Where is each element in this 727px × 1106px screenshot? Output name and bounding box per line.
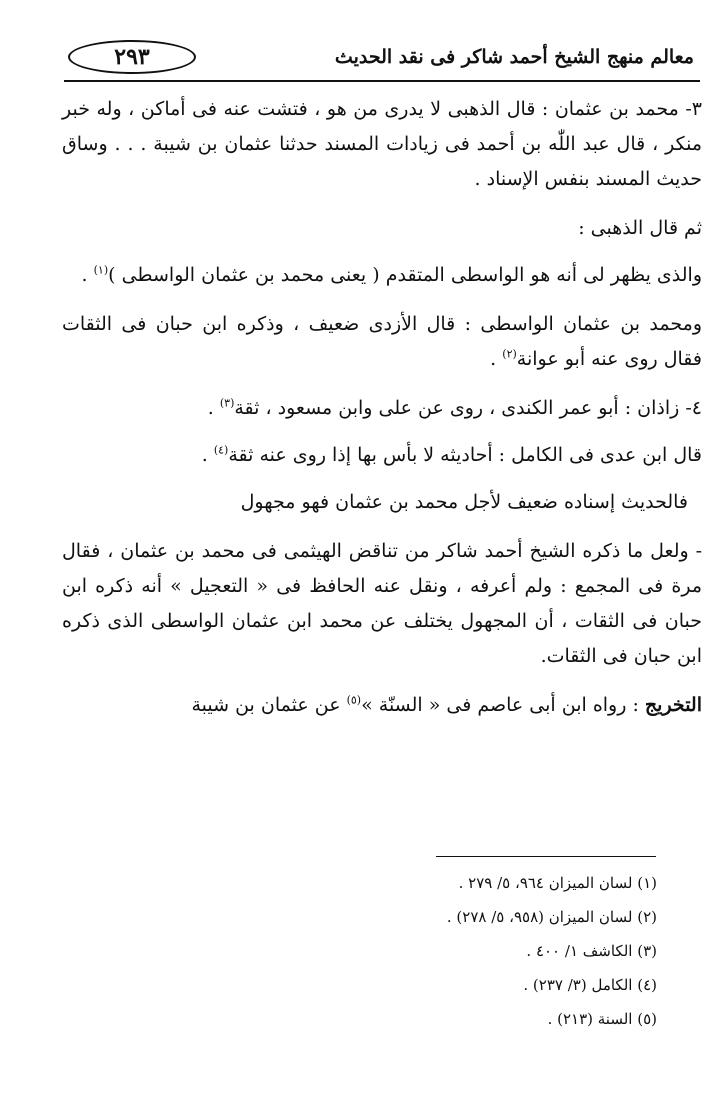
paragraph-text-tail: . <box>81 264 94 286</box>
running-title: معالم منهج الشيخ أحمد شاكر فى نقد الحديث <box>334 46 694 68</box>
footnote-ref[interactable]: (٤) <box>213 443 229 457</box>
footnote-1: (١) لسان الميزان ٩٦٤، ٥/ ٢٧٩ . <box>458 874 657 892</box>
paragraph-ibn-adi <box>62 438 702 473</box>
paragraph-takhrij <box>62 688 702 723</box>
page-number: ٢٩٣ <box>68 40 196 74</box>
paragraph-dhahabi-intro <box>62 211 702 246</box>
paragraph-text: : رواه ابن أبى عاصم فى « السنّة » <box>361 694 645 716</box>
paragraph-text: فالحديث إسناده ضعيف لأجل محمد بن عثمان فهو مجهول <box>240 491 688 513</box>
footnote-ref[interactable]: (٥) <box>346 693 362 707</box>
paragraph-text-tail: . <box>207 397 220 419</box>
footnotes <box>97 866 657 1036</box>
paragraph-narrator-4 <box>62 391 702 426</box>
paragraph-wasiti <box>62 307 702 377</box>
paragraph-narrator-3 <box>62 92 702 197</box>
header-divider <box>64 80 700 82</box>
paragraph-text: ثم قال الذهبى : <box>578 217 702 239</box>
footnote-3: (٣) الكاشف ١/ ٤٠٠ . <box>526 942 657 960</box>
footnote-divider <box>436 856 656 857</box>
paragraph-text: والذى يظهر لى أنه هو الواسطى المتقدم ( يعنى محمد بن عثمان الواسطى ) <box>108 264 702 286</box>
paragraph-dhahabi-quote <box>62 258 702 293</box>
footnote-ref[interactable]: (٢) <box>502 347 517 361</box>
paragraph-text-tail: . <box>490 348 503 370</box>
paragraph-text-tail: . <box>201 444 214 466</box>
takhrij-label: التخريج <box>644 694 702 716</box>
paragraph-verdict <box>62 485 702 520</box>
paragraph-text-tail: عن عثمان بن شيبة <box>191 694 347 716</box>
paragraph-text: قال ابن عدى فى الكامل : أحاديثه لا بأس بها إذا روى عنه ثقة <box>228 444 702 466</box>
paragraph-text: ومحمد بن عثمان الواسطى : قال الأزدى ضعيف ، وذكره ابن حبان فى الثقات فقال روى عنه أبو عوانة <box>62 313 702 370</box>
footnote-4: (٤) الكامل (٣/ ٢٣٧) . <box>523 976 657 994</box>
footnote-ref[interactable]: (٣) <box>219 396 235 410</box>
paragraph-text: ٤- زاذان : أبو عمر الكندى ، روى عن على وابن مسعود ، ثقة <box>234 397 702 419</box>
paragraph-text: - ولعل ما ذكره الشيخ أحمد شاكر من تناقض الهيثمى فى محمد بن عثمان ، فقال مرة فى المجمع : ولم أعرفه ، ونقل عنه الحافظ فى « التعجيل » أنه ذكره ابن حبان فى الثقات ، أن المجهول يختلف عن محمد ابن عثمان الواسطى الذى ذكره ابن حبان فى الثقات. <box>62 540 702 667</box>
paragraph-haythami <box>62 534 702 674</box>
paragraph-text: ٣- محمد بن عثمان : قال الذهبى لا يدرى من هو ، فتشت عنه فى أماكن ، وله خبر منكر ، قال عبد اللّٰه بن أحمد فى زيادات المسند حدثنا عثمان بن شيبة . . . وساق حديث المسند بنفس الإسناد . <box>62 98 702 190</box>
footnote-ref[interactable]: (١) <box>93 263 109 277</box>
page-header <box>64 38 700 82</box>
footnote-5: (٥) السنة (٢١٣) . <box>547 1010 657 1028</box>
footnote-2: (٢) لسان الميزان (٩٥٨، ٥/ ٢٧٨) . <box>446 908 657 926</box>
main-text <box>62 92 702 737</box>
